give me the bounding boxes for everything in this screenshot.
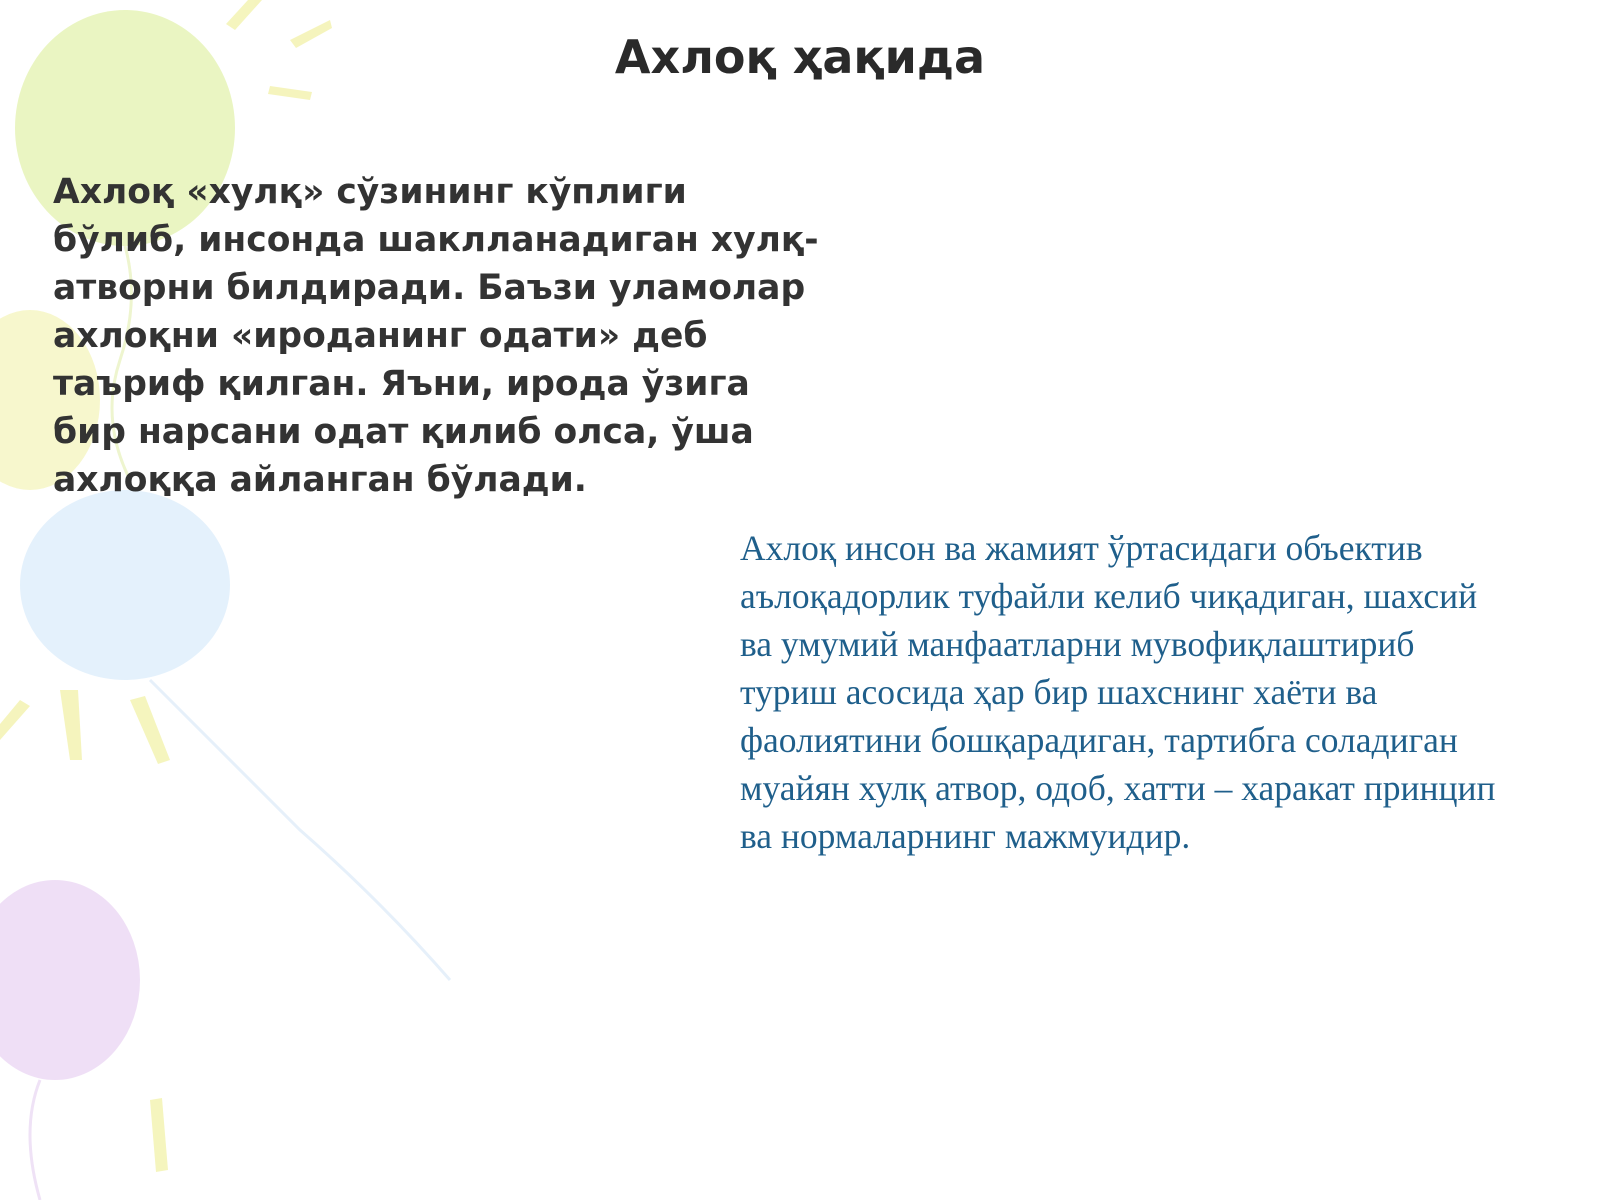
explanation-paragraph: Ахлоқ инсон ва жамият ўртасидаги объектив аълоқадорлик туфайли келиб чиқадиган, шахсий ва умумий манфаатларни мувофиқлаштириб туриш асосида ҳар бир шахснинг хаёти ва фаолиятини бошқарадиган, тартибга соладиган муайян хулқ атвор, одоб, хатти – харакат принцип ва нормаларнинг мажмуидир. bbox=[740, 528, 1496, 856]
purple-balloon bbox=[0, 880, 140, 1200]
definition-paragraph: Ахлоқ «хулқ» сўзининг кўплиги бўлиб, инсонда шаклланадиган хулқ-атворни билдиради. Баъзи уламолар ахлоқни «ироданинг одати» деб таъриф қилган. Яъни, ирода ўзига бир нарсани одат қилиб олса, ўша ахлоққа айланган бўлади. bbox=[53, 172, 819, 500]
slide-title: Ахлоқ ҳақида bbox=[614, 30, 986, 84]
